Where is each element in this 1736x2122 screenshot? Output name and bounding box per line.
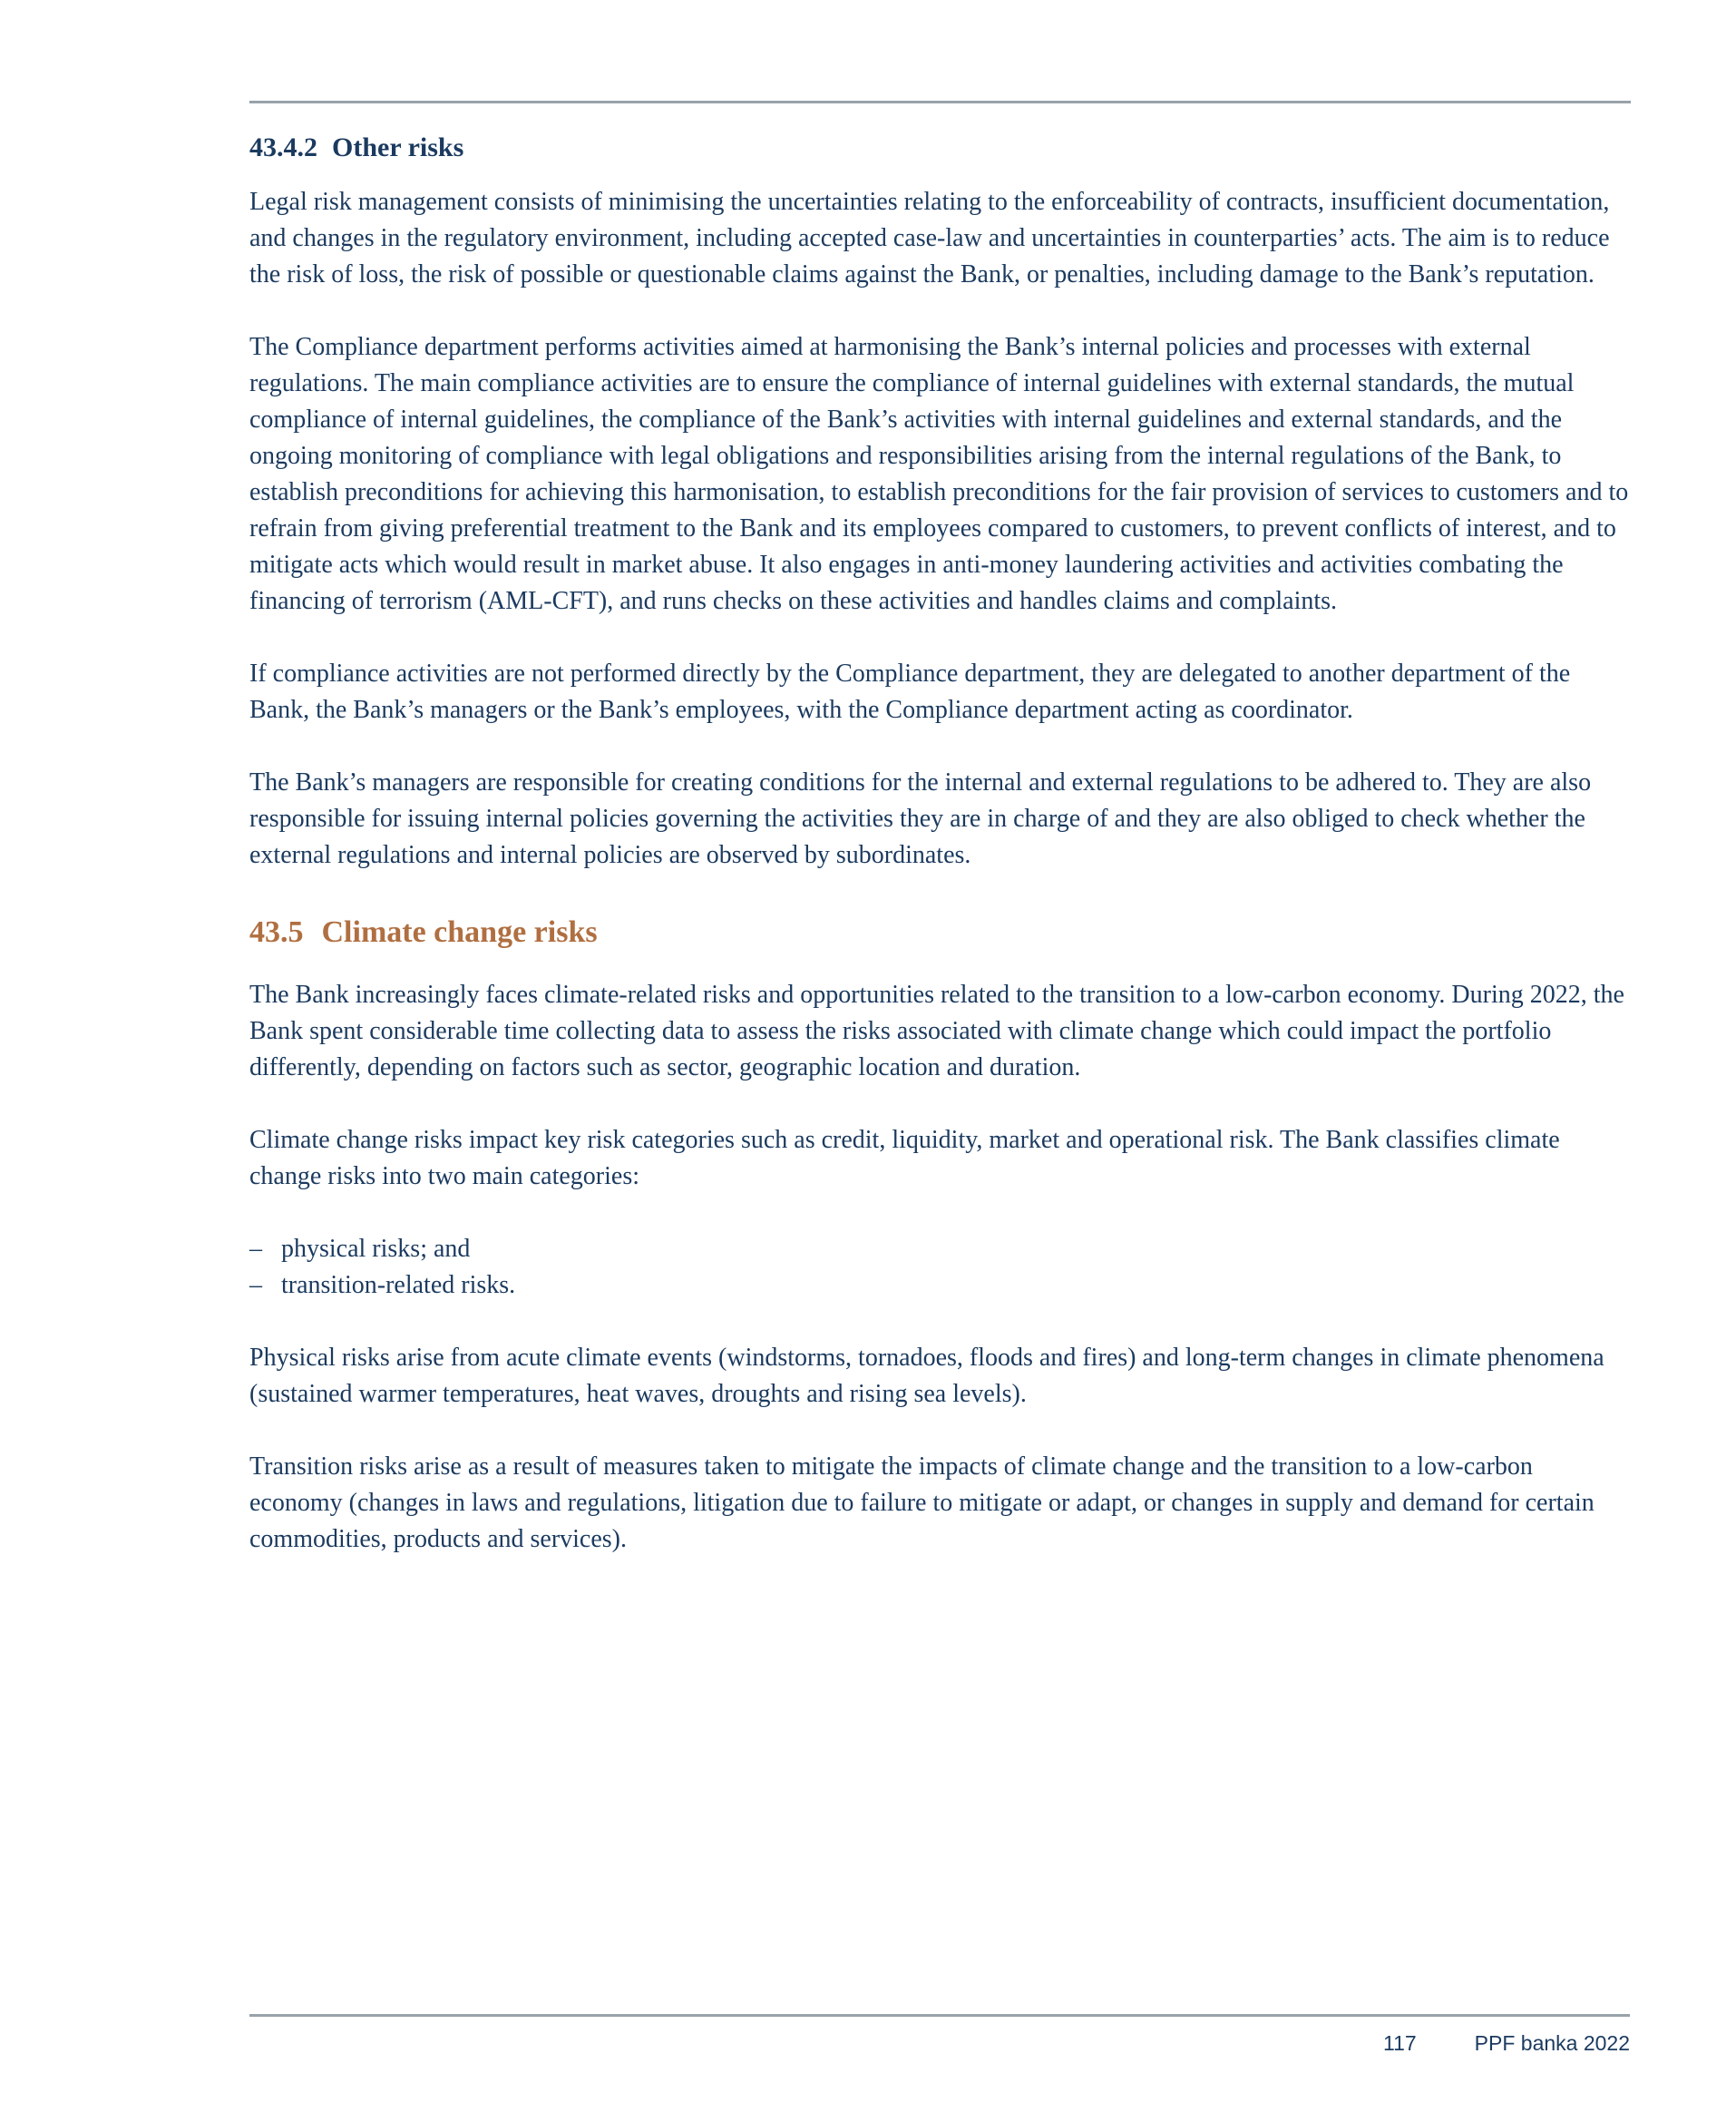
paragraph-climate-intro: The Bank increasingly faces climate-related risks and opportunities related to the transition to a low-carbon economy. During 2022, the Bank spent considerable time collecting data to assess the risks associated with climate change which could impact the portfolio differently, depending on factors such as sector, geographic location and duration.: [249, 981, 1624, 1081]
page-number: 117: [1382, 2031, 1417, 2055]
footer-row: [249, 2017, 1630, 2056]
section-number: 43.4.2: [249, 132, 317, 162]
paragraph-physical-risks: Physical risks arise from acute climate events (windstorms, tornadoes, floods and fires) and long-term changes in climate phenomena (sustained warmer temperatures, heat waves, droughts and rising sea levels).: [249, 1344, 1604, 1408]
page-footer: [249, 2014, 1630, 2056]
list-item-text: transition-related risks.: [281, 1271, 516, 1299]
paragraph-managers-responsibility: The Bank’s managers are responsible for creating conditions for the internal and external regulations to be adhered to. They are also responsible for issuing internal policies governing the activities they are in charge of and they are also obliged to check whether the external regulations and internal policies are observed by subordinates.: [249, 768, 1592, 869]
paragraph-transition-risks: Transition risks arise as a result of measures taken to mitigate the impacts of climate change and the transition to a low-carbon economy (changes in laws and regulations, litigation due to failure to mitigate or adapt, or changes in supply and demand for certain commodities, products and services).: [249, 1452, 1595, 1553]
risk-category-list: [249, 1231, 1631, 1304]
paragraph-compliance-delegation: If compliance activities are not performed directly by the Compliance department, they are delegated to another department of the Bank, the Bank’s managers or the Bank’s employees, with the Compliance department acting as coordinator.: [249, 660, 1571, 724]
footer-brand: PPF banka 2022: [1474, 2031, 1630, 2055]
list-item: [249, 1231, 1631, 1267]
section-heading: [249, 132, 1631, 164]
page-content: [249, 0, 1631, 1558]
list-item: [249, 1267, 1631, 1304]
dash-marker: –: [249, 1271, 262, 1299]
subsection-number: 43.5: [249, 915, 304, 949]
subsection-title: Climate change risks: [321, 915, 598, 949]
paragraph-climate-categories: Climate change risks impact key risk categories such as credit, liquidity, market and operational risk. The Bank classifies climate change risks into two main categories:: [249, 1126, 1560, 1190]
subsection-heading: [249, 914, 1631, 952]
list-item-text: physical risks; and: [281, 1235, 471, 1263]
paragraph-legal-risk: Legal risk management consists of minimising the uncertainties relating to the enforceability of contracts, insufficient documentation, and changes in the regulatory environment, including accepted case-law and uncertainties in counterparties’ acts. The aim is to reduce the risk of loss, the risk of possible or questionable claims against the Bank, or penalties, including damage to the Bank’s reputation.: [249, 188, 1610, 288]
section-title: Other risks: [332, 132, 464, 162]
top-divider: [249, 101, 1631, 103]
paragraph-compliance-activities: The Compliance department performs activities aimed at harmonising the Bank’s internal policies and processes with external regulations. The main compliance activities are to ensure the compliance of internal guidelines with external standards, the mutual compliance of internal guidelines, the compliance of the Bank’s activities with internal guidelines and external standards, and the ongoing monitoring of compliance with legal obligations and responsibilities arising from the internal regulations of the Bank, to establish preconditions for achieving this harmonisation, to establish preconditions for the fair provision of services to customers and to refrain from giving preferential treatment to the Bank and its employees compared to customers, to prevent conflicts of interest, and to mitigate acts which would result in market abuse. It also engages in anti-money laundering activities and activities combating the financing of terrorism (AML-CFT), and runs checks on these activities and handles claims and complaints.: [249, 333, 1629, 615]
dash-marker: –: [249, 1235, 262, 1263]
